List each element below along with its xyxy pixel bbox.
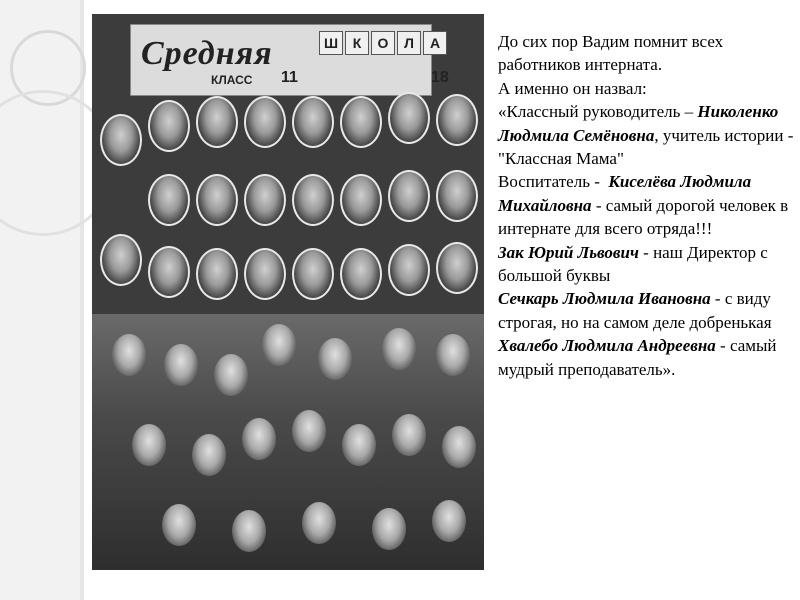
photo-banner — [130, 24, 449, 96]
portrait — [196, 174, 238, 226]
face — [382, 328, 416, 370]
portrait — [292, 174, 334, 226]
staff-entry-4 — [498, 287, 794, 334]
staff-name: Хвалебо Людмила Андреевна — [498, 336, 716, 356]
portrait — [196, 248, 238, 300]
face — [112, 334, 146, 376]
letter-block: А — [423, 31, 447, 55]
face — [132, 424, 166, 466]
portrait — [436, 170, 478, 222]
portrait — [388, 244, 430, 296]
staff-name: Киселёва Людмила Михайловна — [498, 172, 752, 215]
staff-name: Сечкарь Людмила Ивановна — [498, 289, 711, 309]
portrait — [244, 248, 286, 300]
entry-prefix: «Классный руководитель – — [498, 102, 694, 122]
portrait — [100, 114, 142, 166]
portrait — [292, 96, 334, 148]
entry-description: , учитель истории -"Классная Мама" — [498, 125, 794, 169]
staff-name: Зак Юрий Львович — [498, 242, 639, 262]
lead-line: А именно он назвал: — [498, 78, 647, 98]
portrait — [388, 92, 430, 144]
face — [242, 418, 276, 460]
banner-class-label: КЛАСС — [211, 73, 253, 87]
portrait — [196, 96, 238, 148]
face — [436, 334, 470, 376]
portrait — [340, 174, 382, 226]
portrait — [148, 100, 190, 152]
entry-description: - с виду строгая, но на самом деле добренькая — [498, 289, 772, 332]
portrait — [340, 96, 382, 148]
portrait — [436, 94, 478, 146]
banner-class-number: 11 — [281, 69, 298, 86]
portrait — [244, 174, 286, 226]
face — [372, 508, 406, 550]
letter-block: О — [371, 31, 395, 55]
letter-block: К — [345, 31, 369, 55]
staff-entry-3 — [498, 241, 794, 288]
school-collage-photo — [92, 14, 484, 570]
entry-description: - самый дорогой человек в интернате для всего отряда!!! — [498, 195, 789, 239]
portrait — [148, 246, 190, 298]
letter-block: Л — [397, 31, 421, 55]
face — [432, 500, 466, 542]
face — [214, 354, 248, 396]
portrait — [100, 234, 142, 286]
story-text — [498, 30, 794, 381]
portrait — [292, 248, 334, 300]
banner-year: 18 — [431, 69, 449, 86]
intro-paragraph: До сих пор Вадим помнит всех работников интерната. — [498, 32, 724, 75]
entry-description: - самый мудрый преподаватель». — [498, 336, 777, 379]
staff-name: Николенко Людмила Семёновна — [498, 102, 779, 145]
face — [162, 504, 196, 546]
face — [164, 344, 198, 386]
staff-entry-5 — [498, 334, 794, 381]
portrait — [148, 174, 190, 226]
group-photo — [92, 314, 484, 570]
face — [302, 502, 336, 544]
face — [392, 414, 426, 456]
face — [342, 424, 376, 466]
portrait — [244, 96, 286, 148]
face — [318, 338, 352, 380]
banner-title: Средняя — [141, 35, 273, 72]
staff-entry-2 — [498, 170, 794, 240]
decorative-panel-edge — [80, 0, 84, 600]
portrait — [436, 242, 478, 294]
portrait — [388, 170, 430, 222]
face — [262, 324, 296, 366]
face — [292, 410, 326, 452]
face — [192, 434, 226, 476]
entry-prefix: Воспитатель - — [498, 172, 600, 192]
entry-description: - наш Директор с большой буквы — [498, 242, 768, 286]
staff-entry-1 — [498, 100, 794, 170]
letter-block: Ш — [319, 31, 343, 55]
portrait — [340, 248, 382, 300]
banner-word-blocks — [319, 31, 447, 55]
face — [442, 426, 476, 468]
face — [232, 510, 266, 552]
